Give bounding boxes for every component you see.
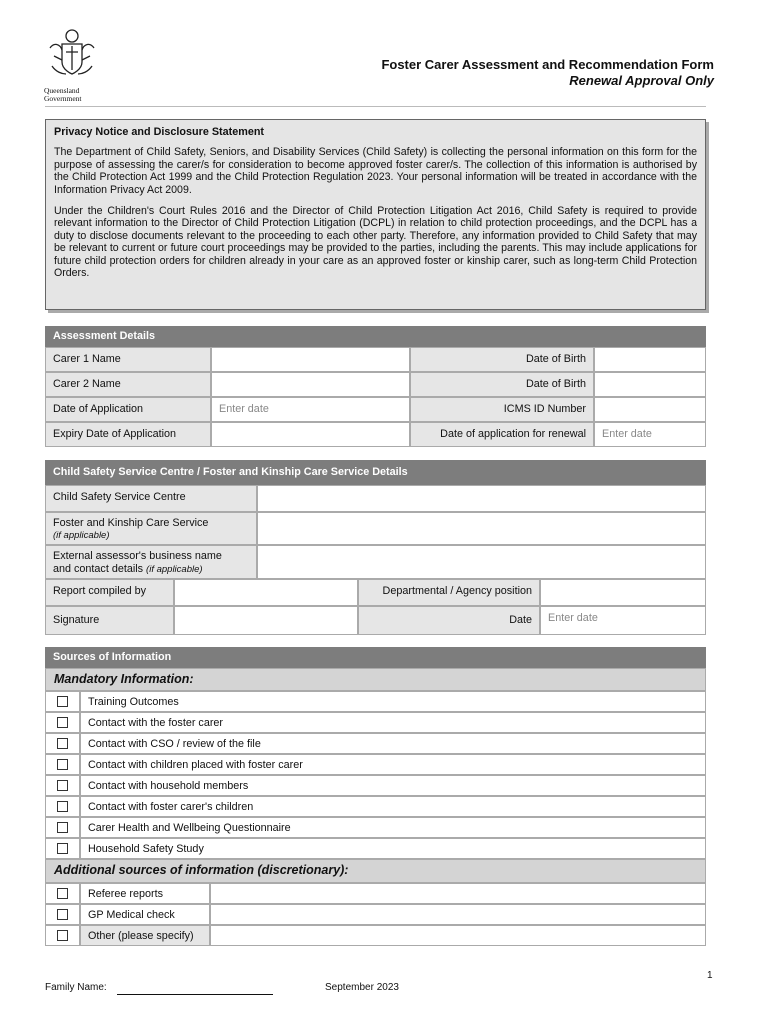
checkbox[interactable] [45,883,80,904]
dob2-input[interactable] [594,372,706,397]
checkbox-box [57,888,68,899]
coat-of-arms-icon [44,26,100,82]
checklist-label: Household Safety Study [80,838,706,859]
checkbox[interactable] [45,775,80,796]
privacy-heading: Privacy Notice and Disclosure Statement [54,126,265,138]
date-application-label: Date of Application [45,397,211,422]
checklist-item [45,838,706,859]
checklist-label: Contact with household members [80,775,706,796]
privacy-paragraph: Under the Children's Court Rules 2016 and the Director of Child Protection Litigation Act 2016, Child Safety is required to provide relevant information to the Director of Child Protection Litigation (DCPL) in relation to child protection proceedings, and the DCPL has a duty to disclose documents relevant to the proceeding to each other party. Therefore, any information provided to Child Safety that may be relevant to current or future court proceedings may be provided to the parties, including the parents. This may include applications for future child protection orders for children already in your care as an approved foster or kinship carer, such as long-term Child Protection Orders. [54,205,697,280]
external-assessor-input[interactable] [257,545,706,579]
checkbox-box [57,738,68,749]
checkbox-box [57,759,68,770]
checkbox-box [57,801,68,812]
section-header-assessment: Assessment Details [45,326,706,347]
checkbox-box [57,930,68,941]
checkbox-box [57,780,68,791]
compiled-label: Report compiled by [45,579,174,606]
page-title: Foster Carer Assessment and Recommendation Form [381,57,714,72]
checklist-item [45,883,706,904]
icms-label: ICMS ID Number [410,397,594,422]
page-number: 1 [707,970,713,981]
family-name-label: Family Name: [45,982,107,993]
icms-input[interactable] [594,397,706,422]
dob1-input[interactable] [594,347,706,372]
ext-sub: (if applicable) [146,564,203,575]
position-label: Departmental / Agency position [358,579,540,606]
carer2-label: Carer 2 Name [45,372,211,397]
checklist-item [45,775,706,796]
centre-input[interactable] [257,485,706,512]
table-row [45,579,706,606]
checklist-label: Contact with CSO / review of the file [80,733,706,754]
renewal-label: Date of application for renewal [410,422,594,447]
dob2-label: Date of Birth [410,372,594,397]
ext-text: and contact details [53,563,144,575]
checkbox[interactable] [45,904,80,925]
fkcs-text: Foster and Kinship Care Service [53,517,209,529]
specify-input[interactable] [210,883,706,904]
checkbox[interactable] [45,712,80,733]
carer1-label: Carer 1 Name [45,347,211,372]
privacy-notice [45,119,706,310]
date-label: Date [358,606,540,635]
checklist-label: GP Medical check [80,904,210,925]
checkbox[interactable] [45,733,80,754]
table-row [45,512,706,545]
checkbox-box [57,822,68,833]
checklist-item [45,817,706,838]
checklist-label: Other (please specify) [80,925,210,946]
mandatory-heading: Mandatory Information: [45,668,706,691]
divider [45,106,706,107]
checklist-item [45,733,706,754]
checklist-item [45,712,706,733]
privacy-paragraph: The Department of Child Safety, Seniors, and Disability Services (Child Safety) is collecting the personal information on this form for the purpose of assessing the carer/s for consideration to become approved foster carer/s. The collection of this information is authorised by the Child Protection Act 1999 and the Child Protection Regulation 2023. Your personal information will be treated in accordance with the Information Privacy Act 2009. [54,146,697,196]
checklist-label: Contact with the foster carer [80,712,706,733]
additional-heading: Additional sources of information (discretionary): [45,859,706,883]
specify-input[interactable] [210,925,706,946]
table-row [45,372,706,397]
checkbox[interactable] [45,796,80,817]
renewal-date-input[interactable]: Enter date [594,422,706,447]
centre-label: Child Safety Service Centre [45,485,257,512]
signature-input[interactable] [174,606,358,635]
table-row [45,606,706,635]
checkbox-box [57,696,68,707]
specify-input[interactable] [210,904,706,925]
fkcs-input[interactable] [257,512,706,545]
compiled-input[interactable] [174,579,358,606]
checkbox[interactable] [45,925,80,946]
page-subtitle: Renewal Approval Only [569,73,714,88]
checkbox[interactable] [45,817,80,838]
checkbox[interactable] [45,838,80,859]
checkbox-box [57,843,68,854]
expiry-label: Expiry Date of Application [45,422,211,447]
form-title [381,57,714,89]
dob1-label: Date of Birth [410,347,594,372]
external-assessor-label [45,545,257,579]
checklist-item [45,691,706,712]
checklist-label: Contact with foster carer's children [80,796,706,817]
queensland-government-logo [44,26,100,102]
checkbox-box [57,717,68,728]
date-input[interactable]: Enter date [540,606,706,635]
signature-label: Signature [45,606,174,635]
checklist-item [45,796,706,817]
carer1-name-input[interactable] [211,347,410,372]
checklist-item [45,925,706,946]
expiry-input[interactable] [211,422,410,447]
checkbox[interactable] [45,691,80,712]
table-row [45,347,706,372]
table-row [45,422,706,447]
checklist-item [45,754,706,775]
checkbox[interactable] [45,754,80,775]
footer-date: September 2023 [325,982,399,993]
logo-text: Government [44,94,82,103]
table-row [45,485,706,512]
section-header-service: Child Safety Service Centre / Foster and Kinship Care Service Details [45,460,706,485]
checklist-label: Contact with children placed with foster carer [80,754,706,775]
section-header-sources: Sources of Information [45,647,706,668]
ext-text: External assessor's business name [53,550,222,562]
checklist-label: Referee reports [80,883,210,904]
checklist-item [45,904,706,925]
fkcs-label [45,512,257,545]
table-row [45,545,706,579]
carer2-name-input[interactable] [211,372,410,397]
family-name-line[interactable] [117,994,273,995]
date-application-input[interactable]: Enter date [211,397,410,422]
checklist-label: Carer Health and Wellbeing Questionnaire [80,817,706,838]
position-input[interactable] [540,579,706,606]
table-row [45,397,706,422]
logo-text: Queensland [44,86,80,95]
checkbox-box [57,909,68,920]
checklist-label: Training Outcomes [80,691,706,712]
fkcs-sub: (if applicable) [53,530,110,541]
